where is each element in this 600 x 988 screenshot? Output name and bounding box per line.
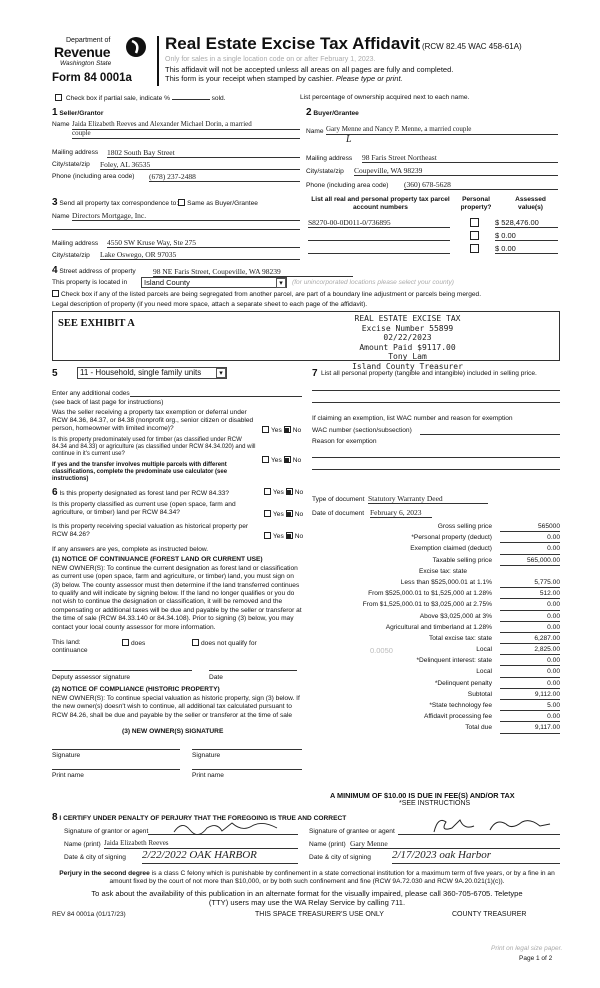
page-number: Page 1 of 2 (519, 955, 553, 962)
county-treasurer-label: COUNTY TREASURER (452, 911, 527, 918)
fee-row: Affidavit processing fee 0.00 (300, 713, 562, 724)
fee-row: *State technology fee 5.00 (300, 702, 562, 713)
personal-property-checkbox[interactable] (470, 218, 479, 227)
treasurer-stamp: REAL ESTATE EXCISE TAX Excise Number 55899 02/22/2023 Amount Paid $9117.00 Tony Lam Island County Treasurer (352, 314, 463, 371)
document-date-field[interactable]: February 6, 2023 (370, 508, 432, 518)
correspondence-mailing[interactable]: 4550 SW Kruse Way, Ste 275 (107, 238, 300, 248)
wa-logo-icon (125, 36, 147, 58)
exemption-no-checkbox[interactable] (284, 426, 291, 433)
fee-row: Taxable selling price 565,000.00 (300, 557, 562, 568)
fee-row: 0.0050 Local 2,825.00 (370, 646, 560, 656)
minimum-due-note: A MINIMUM OF $10.00 IS DUE IN FEE(S) AND/OR TAX (330, 791, 515, 800)
current-use-yes-checkbox[interactable] (264, 510, 271, 517)
current-use-no-checkbox[interactable] (286, 510, 293, 517)
chevron-down-icon: ▾ (216, 368, 226, 378)
parcel-row (308, 244, 560, 256)
seller-mailing-address[interactable]: 1802 South Bay Street (107, 148, 300, 158)
fee-value[interactable]: 0.00 (500, 680, 560, 689)
fee-value[interactable]: 565,000.00 (500, 557, 560, 566)
wac-number-field[interactable] (420, 434, 560, 435)
fee-row: Gross selling price 565000 (300, 523, 562, 534)
buyer-city[interactable]: Coupeville, WA 98239 (354, 166, 558, 176)
new-owner-signature-1[interactable] (52, 749, 180, 750)
parcel-header: List all real and personal property tax parcel account numbers (311, 196, 450, 212)
partial-sale-checkbox[interactable] (55, 94, 62, 101)
see-instructions: *SEE INSTRUCTIONS (399, 800, 471, 807)
section-5: 5 11 - Household, single family units ▾ Enter any additional codes (see back of last page for instructions) Was the seller receiving a property tax exemption or deferral under RCW 84.36, 84.37, or 84.38 (nonprofit org., senior citizen or disabled person, homeowner with limited income)? Yes No Is this property predominately used for timber (as classified under RCW 84.34 and 84.33) or agriculture (as classified under RCW 84.34.020) and will continue in it's current use? If yes and the transfer involves multiple parcels with different classifications, complete the predominate use calculator (see instructions) Yes No (52, 368, 302, 483)
see-exhibit: SEE EXHIBIT A (58, 318, 135, 329)
fee-value[interactable]: 0.00 (500, 657, 560, 666)
revision-label: REV 84 0001a (01/17/23) (52, 911, 126, 918)
header-note-1: Only for sales in a single location code on or after February 1, 2023. (165, 56, 376, 63)
parcel-number[interactable] (308, 231, 450, 241)
form-number: Form 84 0001a (52, 72, 132, 84)
header-note-2: This affidavit will not be accepted unless all areas on all pages are fully and completed. (165, 65, 454, 74)
historic-yes-no: Yes No (264, 532, 303, 541)
forest-no-checkbox[interactable] (286, 488, 293, 495)
buyer-mailing-address[interactable]: 98 Faris Street Northeast (362, 153, 558, 163)
fee-value[interactable]: 2,825.00 (500, 646, 560, 655)
fee-row: Total excise tax: state 6,287.00 (300, 635, 562, 646)
header-note-3: This form is your receipt when stamped by cashier. Please type or print. (165, 74, 403, 83)
additional-codes-field[interactable] (130, 396, 302, 397)
historic-no-checkbox[interactable] (286, 532, 293, 539)
buyer-section: 2 Buyer/Grantee Name Gary Menne and Nancy P. Menne, a married couple L Mailing address 98 Faris Street Northeast City/state/zip Coupeville, WA 98239 Phone (including area code) (360) 678-5628 (306, 107, 560, 192)
new-owner-print-1[interactable] (52, 769, 180, 770)
agency-name: Revenue (54, 44, 111, 60)
county-dropdown[interactable]: Island County ▾ (141, 277, 287, 288)
state-name: Washington State (60, 60, 112, 67)
fee-value[interactable]: 0.00 (500, 713, 560, 722)
parcel-table (308, 196, 560, 260)
grantee-signature-scribble (430, 814, 555, 836)
seller-section: 1 Seller/Grantor Name Jaida Elizabeth Reeves and Alexander Michael Dorin, a married couple Mailing address 1802 South Bay Street City/state/zip Foley, AL 36535 Phone (including area code) (678) 237-2488 (52, 107, 302, 187)
local-rate: 0.0050 (370, 646, 393, 656)
fee-row: From $525,000.01 to $1,525,000 at 1.28% 512.00 (300, 590, 562, 601)
header-divider (157, 36, 159, 86)
timber-no-checkbox[interactable] (284, 456, 291, 463)
correspondence-name-line2[interactable] (52, 229, 300, 230)
land-use-dropdown[interactable]: 11 - Household, single family units ▾ (77, 367, 227, 379)
perjury-notice: Perjury in the second degree is a class C felony which is punishable by confinement in a state correctional institution for a maximum term of five years, or by a fine in an amount fixed by the court of not more than $10,000, or by both such confinement and fine (RCW 9A.72.030 and RCW 9A.20.021(1)(c)). (59, 870, 555, 886)
personal-property-line-2[interactable] (312, 402, 560, 403)
section-7: 7 List all personal property (tangible and intangible) included in selling price. If claiming an exemption, list WAC number and reason for exemption WAC number (section/subsection) Reason for exemption Type of document Statutory Warranty Deed Date of document February 6, 2023 (312, 368, 562, 518)
personal-property-checkbox[interactable] (470, 231, 479, 240)
fee-value[interactable]: 5,775.00 (500, 579, 560, 588)
section-6: 6 Is this property designated as forest land per RCW 84.33? Yes No Is this property classified as current use (open space, farm and agriculture, or timber) land per RCW 84.34? Yes No Is this property receiving special valuation as historical property per RCW 84.26? Yes No If any answers are yes, complete as instructed below. (1) NOTICE OF CONTINUANCE (FOREST LAND OR CURRENT USE) NEW OWNER(S): To continue the current designation as forest land or classification as current use (open space, farm and agriculture, or timber) land, you must sign on (3) below. The county assessor must then determine if the land transferred continues to qualify and will indicate by signing below. If the land no longer qualifies or you do not wish to continue the designation or classification, it will be removed and the compensating or additional taxes will be due and payable by the seller or transferor at the time of sale (RCW 84.33.140 or 84.34.108). Prior to signing (3) below, you may contact your local county assessor for more information. This land: continuance does does not qualify for Deputy assessor signature Date (2) NOTICE OF COMPLIANCE (HISTORIC PROPERTY) NEW OWNER(S): To continue special valuation as historic property, sign (3) below. If the new owner(s) doesn't wish to continue, all additional tax calculated pursuant to RCW 84.26, shall be due and payable by the seller or transferor at the time of sale (3) NEW OWNER(S) SIGNATURE Signature Signature Print name Print name (52, 487, 304, 779)
assessed-header: Assessed value(s) (515, 196, 546, 212)
forest-yes-no: Yes No (264, 488, 303, 497)
dept-label: Department of (66, 37, 111, 44)
exemption-reason-line-1[interactable] (312, 457, 560, 458)
deputy-date-line[interactable] (209, 670, 297, 671)
assessed-value[interactable]: $ 528,476.00 (495, 218, 558, 228)
fee-value[interactable]: 565000 (500, 523, 560, 532)
correspondence-city[interactable]: Lake Oswego, OR 97035 (100, 250, 300, 260)
partial-percent-field[interactable] (172, 99, 210, 100)
fee-row: Excise tax: state (418, 567, 467, 575)
personal-property-checkbox[interactable] (470, 244, 479, 253)
grantor-date-city[interactable]: 2/22/2022 OAK HARBOR (142, 849, 298, 864)
fee-row: Total due 9,117.00 (300, 724, 562, 735)
seller-city[interactable]: Foley, AL 36535 (100, 160, 300, 170)
ownership-note: List percentage of ownership acquired next to each name. (300, 94, 470, 101)
personal-property-line-1[interactable] (312, 390, 560, 391)
same-as-buyer-checkbox[interactable] (178, 199, 185, 206)
fee-value[interactable]: 0.00 (500, 613, 560, 622)
parcel-number[interactable]: S8270-00-0D011-0/736895 (308, 218, 450, 228)
fee-value[interactable]: 9,117.00 (500, 724, 560, 733)
partial-sale-row: Check box if partial sale, indicate % sold. (55, 94, 226, 103)
property-street[interactable]: 98 NE Faris Street, Coupeville, WA 98239 (153, 267, 353, 277)
exemption-yes-checkbox[interactable] (262, 426, 269, 433)
assessed-value[interactable]: $ 0.00 (495, 244, 558, 254)
property-location-section: 4 Street address of property 98 NE Faris Street, Coupeville, WA 98239 This property is located in Island County ▾ (for unincorporated locations please select your county) Check box if any of the listed parcels are being segregated from another parcel, are part of a boundary line adjustment or parcels being merged. Legal description of property (if you need more space, attach a separate sheet to each page of the affidavit). SEE EXHIBIT A (52, 265, 560, 365)
fee-value[interactable]: 512.00 (500, 590, 560, 599)
fee-value[interactable]: 0.00 (500, 545, 560, 554)
fee-value[interactable]: 6,287.00 (500, 635, 560, 644)
legal-description-box[interactable] (52, 311, 560, 361)
fee-value[interactable]: 0.00 (500, 668, 560, 677)
fee-row: *Delinquent penalty 0.00 (300, 680, 562, 691)
exemption-reason-line-2[interactable] (312, 469, 560, 470)
chevron-down-icon: ▾ (276, 278, 286, 288)
grantor-print-name[interactable]: Jaida Elizabeth Reeves (104, 839, 298, 849)
grantee-print-name[interactable]: Gary Menne (350, 839, 560, 849)
treasurer-use-label: THIS SPACE TREASURER'S USE ONLY (255, 911, 384, 918)
fee-table (300, 523, 562, 736)
timber-yes-checkbox[interactable] (262, 456, 269, 463)
alt-format-notice: To ask about the availability of this publication in an alternate format for the visually impaired, please call 360-705-6705. Teletype (TTY) users may use the WA Relay Service by calling 711. (91, 889, 523, 908)
assessed-value[interactable]: $ 0.00 (495, 231, 558, 241)
seller-phone[interactable]: (678) 237-2488 (149, 172, 300, 182)
tax-correspondence-section: 3 Send all property tax correspondence to: Same as Buyer/Grantee Name Directors Mortgage, Inc. Mailing address 4550 SW Kruse Way, Ste 275 City/state/zip Lake Oswego, OR 97035 (52, 197, 302, 262)
buyer-name-field[interactable]: Gary Menne and Nancy P. Menne, a married couple (326, 125, 558, 135)
fee-row: *Delinquent interest: state 0.00 (300, 657, 562, 668)
fee-value[interactable]: 0.00 (500, 624, 560, 633)
fee-row: Subtotal 9,112.00 (300, 691, 562, 702)
document-type-field[interactable]: Statutory Warranty Deed (368, 494, 488, 504)
buyer-phone[interactable]: (360) 678-5628 (404, 180, 558, 190)
fee-row: Agricultural and timberland at 1.28% 0.00 (300, 624, 562, 635)
personal-header: Personal property? (460, 196, 492, 212)
parcel-number[interactable] (308, 244, 450, 254)
new-owner-print-2[interactable] (192, 769, 302, 770)
new-owner-signature-2[interactable] (192, 749, 302, 750)
forest-yes-checkbox[interactable] (264, 488, 271, 495)
fee-row: *Personal property (deduct) 0.00 (300, 534, 562, 545)
fee-value[interactable]: 5.00 (500, 702, 560, 711)
rcw-reference: (RCW 82.45 WAC 458-61A) (421, 42, 522, 51)
fee-row: Exemption claimed (deduct) 0.00 (300, 545, 562, 556)
does-qualify-checkbox[interactable] (122, 639, 129, 646)
parcel-row (308, 231, 560, 243)
form-title (165, 33, 522, 54)
unincorporated-hint: (for unincorporated locations please select your county) (292, 279, 455, 286)
exemption-yes-no: Yes No (262, 426, 301, 435)
parcel-row (308, 218, 560, 230)
fee-row: From $1,525,000.01 to $3,025,000 at 2.75% 0.00 (300, 601, 562, 612)
fee-value[interactable]: 0.00 (500, 534, 560, 543)
deputy-signature-line[interactable] (52, 670, 192, 671)
current-use-yes-no: Yes No (264, 510, 303, 519)
buyer-initials: L (346, 134, 352, 145)
timber-yes-no: Yes No (262, 456, 301, 465)
seller-name-field[interactable]: Jaida Elizabeth Reeves and Alexander Michael Dorin, a married (72, 120, 300, 130)
form-title-text: Real Estate Excise Tax Affidavit (165, 34, 421, 53)
fee-row: Above $3,025,000 at 3% 0.00 (300, 613, 562, 624)
correspondence-name[interactable]: Directors Mortgage, Inc. (72, 211, 300, 221)
fee-row: Less than $525,000.01 at 1.1% 5,775.00 (300, 579, 562, 590)
historic-yes-checkbox[interactable] (264, 532, 271, 539)
fee-value[interactable]: 0.00 (500, 601, 560, 610)
grantor-signature-scribble (172, 818, 282, 836)
seller-name-line2[interactable]: couple (72, 129, 300, 139)
fee-row: Local 0.00 (300, 668, 562, 679)
fee-value[interactable]: 9,112.00 (500, 691, 560, 700)
certification-section: 8 I CERTIFY UNDER PENALTY OF PERJURY THAT THE FOREGOING IS TRUE AND CORRECT Signature of grantor or agent Name (print) Jaida Elizabeth Reeves Date & city of signing 2/22/2022 OAK HARBOR Signature of grantee or agent Name (print) Gary Menne Date & city of signing 2/17/2023 oak Harbor (52, 812, 562, 870)
legal-paper-note: Print on legal size paper. (491, 945, 563, 952)
does-not-qualify-checkbox[interactable] (192, 639, 199, 646)
grantee-date-city[interactable]: 2/17/2023 oak Harbor (392, 849, 560, 864)
segregated-checkbox[interactable] (52, 290, 59, 297)
